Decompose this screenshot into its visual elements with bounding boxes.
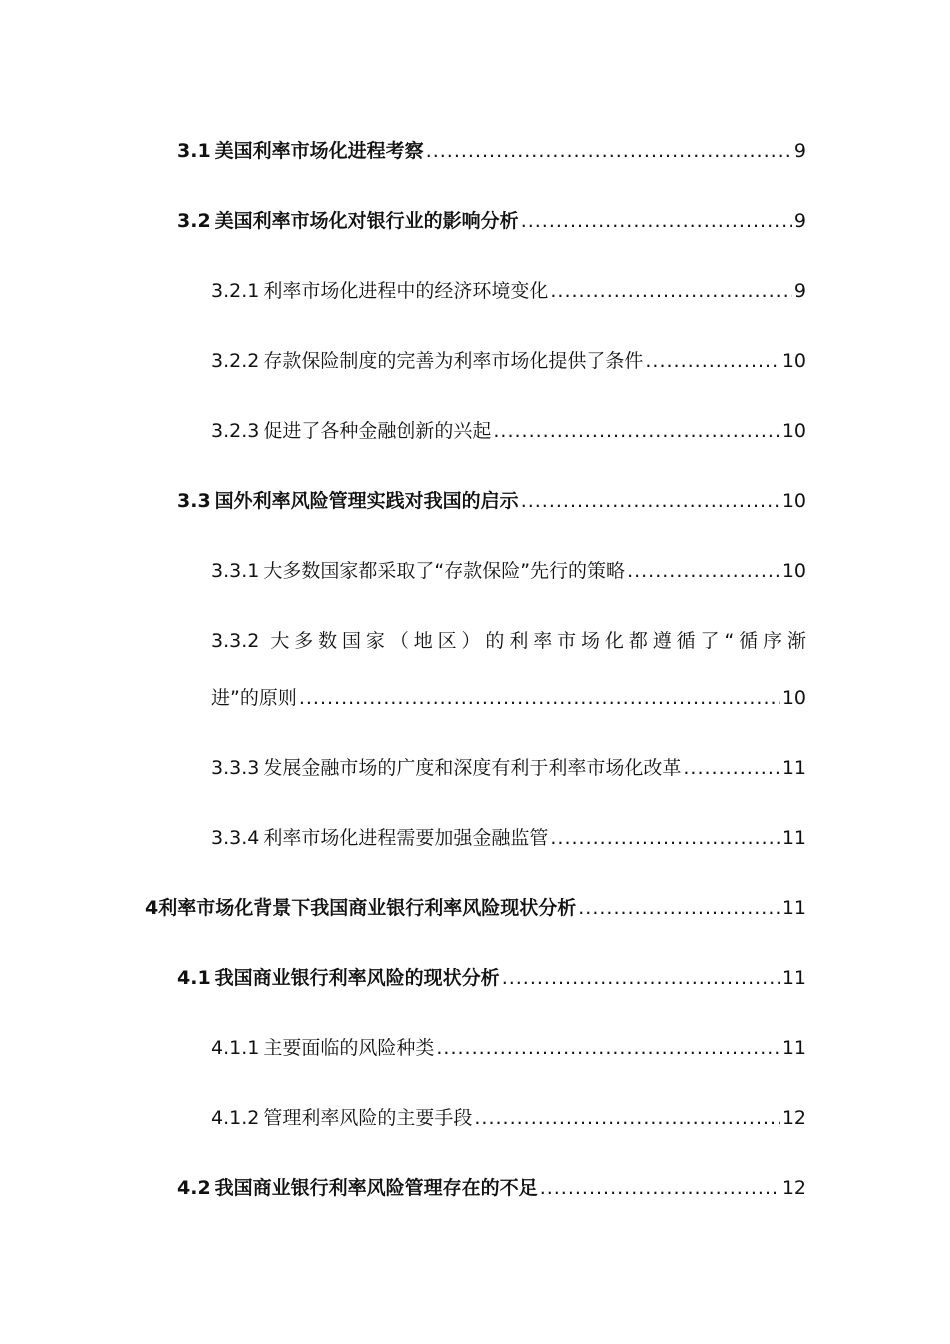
toc-page-number: 12 [781, 1107, 806, 1129]
toc-number: 4.1 [177, 967, 211, 989]
toc-leader [521, 207, 792, 235]
toc-entry-3-2-2[interactable] [211, 347, 806, 375]
toc-page-number: 10 [781, 350, 806, 372]
toc-leader [521, 487, 780, 515]
toc-title: 大多数国家（地区）的利率市场化都遵循了“循序渐 [270, 630, 806, 652]
toc-title: 主要面临的风险种类 [263, 1037, 435, 1059]
toc-entry-3-3-3[interactable] [211, 754, 806, 782]
toc-entry-3-3-1[interactable] [211, 557, 806, 585]
toc-number: 3.2 [177, 210, 211, 232]
toc-entry-3-3[interactable] [177, 487, 806, 515]
toc-entry-3-2-3[interactable] [211, 417, 806, 445]
toc-leader [426, 137, 792, 165]
toc-title: 国外利率风险管理实践对我国的启示 [214, 490, 519, 512]
toc-page-number: 11 [781, 757, 806, 779]
toc-page-number: 11 [781, 897, 806, 919]
toc-number: 4 [145, 897, 159, 919]
toc-number: 3.3 [177, 490, 211, 512]
toc-entry-4-1-1[interactable] [211, 1034, 806, 1062]
toc-title: 美国利率市场化对银行业的影响分析 [214, 210, 519, 232]
toc-entry-3-3-2-line2[interactable] [211, 684, 806, 712]
toc-entry-3-2-1[interactable] [211, 277, 806, 305]
toc-number: 3.3.2 [211, 630, 260, 652]
toc-title-continued: 进”的原则 [211, 687, 297, 709]
toc-page-number: 10 [781, 420, 806, 442]
toc-number: 4.1.2 [211, 1107, 260, 1129]
toc-page-number: 11 [781, 827, 806, 849]
toc-entry-4[interactable] [145, 894, 806, 922]
toc-entry-4-1[interactable] [177, 964, 806, 992]
toc-title: 发展金融市场的广度和深度有利于利率市场化改革 [263, 757, 682, 779]
toc-page-number: 9 [793, 140, 806, 162]
toc-leader [493, 417, 779, 445]
toc-entry-3-3-2-line1[interactable] [211, 627, 806, 655]
toc-number: 4.2 [177, 1177, 211, 1199]
toc-leader [627, 557, 780, 585]
toc-title: 我国商业银行利率风险管理存在的不足 [214, 1177, 538, 1199]
toc-leader [502, 964, 780, 992]
toc-leader [436, 1034, 779, 1062]
toc-leader [578, 894, 780, 922]
toc-leader [550, 277, 792, 305]
toc-page-number: 9 [793, 210, 806, 232]
toc-title: 管理利率风险的主要手段 [263, 1107, 473, 1129]
toc-page-number: 10 [781, 560, 806, 582]
toc-entry-3-1[interactable] [177, 137, 806, 165]
toc-page-number: 10 [781, 490, 806, 512]
toc-leader [683, 754, 779, 782]
toc-number: 3.2.2 [211, 350, 260, 372]
toc-entry-3-3-4[interactable] [211, 824, 806, 852]
toc-leader [550, 824, 779, 852]
toc-page-number: 11 [781, 1037, 806, 1059]
toc-page-number: 9 [793, 280, 806, 302]
toc-entry-4-2[interactable] [177, 1174, 806, 1202]
toc-number: 4.1.1 [211, 1037, 260, 1059]
toc-number: 3.2.1 [211, 280, 260, 302]
toc-title: 利率市场化进程需要加强金融监管 [263, 827, 549, 849]
toc-title: 我国商业银行利率风险的现状分析 [214, 967, 500, 989]
toc-title: 大多数国家都采取了“存款保险”先行的策略 [263, 560, 626, 582]
toc-entry-4-1-2[interactable] [211, 1104, 806, 1132]
toc-number: 3.1 [177, 140, 211, 162]
toc-number: 3.3.4 [211, 827, 260, 849]
toc-title: 利率市场化背景下我国商业银行利率风险现状分析 [158, 897, 577, 919]
toc-title: 促进了各种金融创新的兴起 [263, 420, 492, 442]
toc-entry-3-2[interactable] [177, 207, 806, 235]
toc-leader [540, 1174, 780, 1202]
toc-leader [645, 347, 779, 375]
toc-title: 美国利率市场化进程考察 [214, 140, 424, 162]
toc-page-number: 12 [781, 1177, 806, 1199]
toc-leader [474, 1104, 779, 1132]
toc-number: 3.3.3 [211, 757, 260, 779]
toc-page-number: 10 [781, 687, 806, 709]
toc-title: 利率市场化进程中的经济环境变化 [263, 280, 549, 302]
toc-title: 存款保险制度的完善为利率市场化提供了条件 [263, 350, 644, 372]
toc-page-number: 11 [781, 967, 806, 989]
toc-number: 3.3.1 [211, 560, 260, 582]
toc-leader [299, 684, 780, 712]
toc-number: 3.2.3 [211, 420, 260, 442]
